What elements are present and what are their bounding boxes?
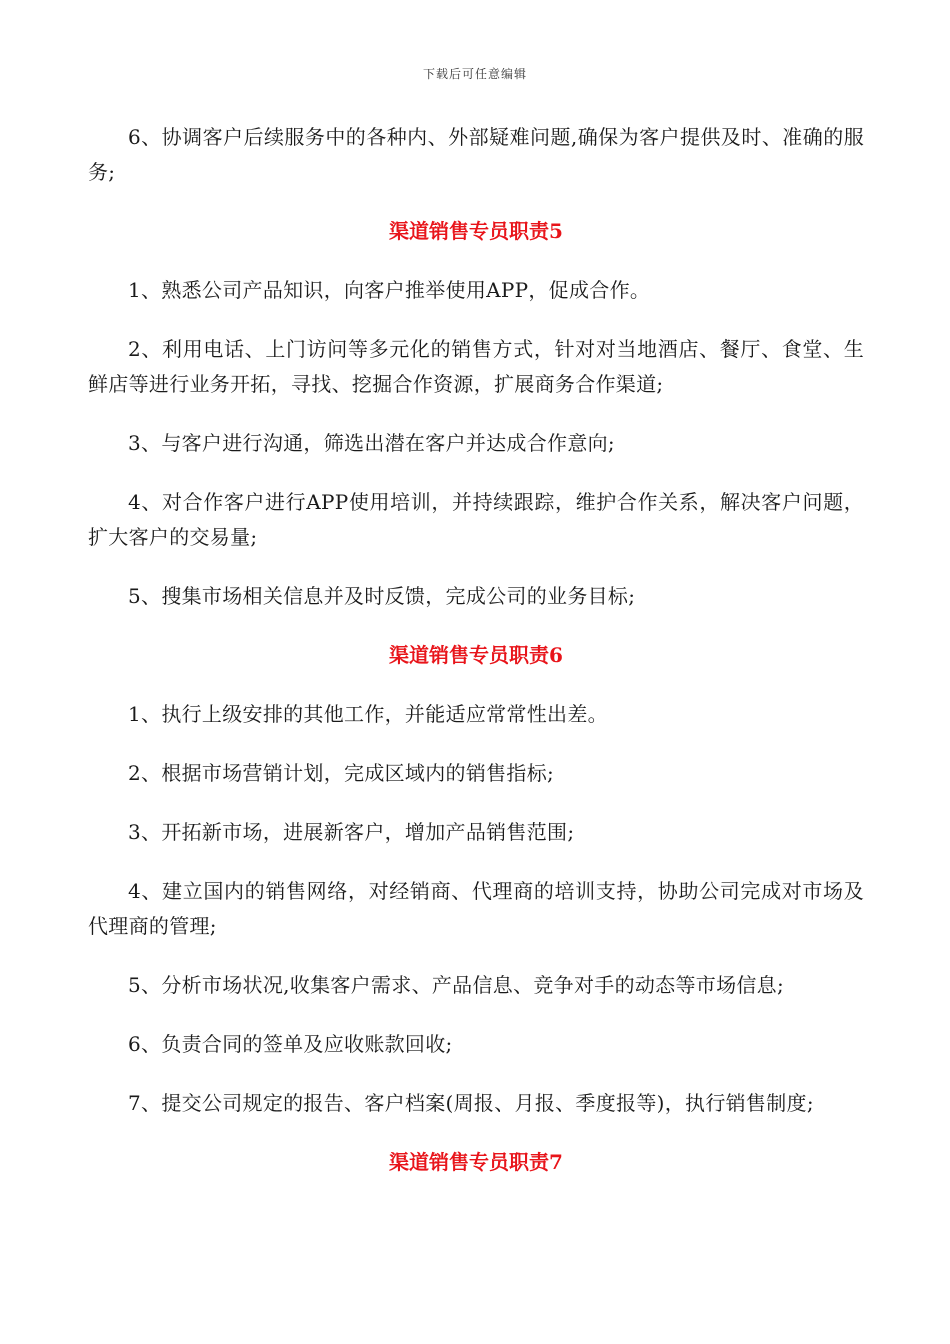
paragraph: 3、开拓新市场，进展新客户，增加产品销售范围; [128,820,575,844]
page-header-note: 下载后可任意编辑 [422,67,527,81]
paragraph: 5、分析市场状况,收集客户需求、产品信息、竞争对手的动态等市场信息; [128,973,785,997]
document-body [88,120,864,1204]
paragraph: 6、协调客户后续服务中的各种内、外部疑难问题,确保为客户提供及时、准确的服务; [88,125,864,184]
paragraph: 2、根据市场营销计划，完成区域内的销售指标; [128,761,555,785]
paragraph: 1、执行上级安排的其他工作，并能适应常常性出差。 [128,702,608,726]
paragraph: 7、提交公司规定的报告、客户档案(周报、月报、季度报等)，执行销售制度; [128,1091,814,1115]
paragraph: 1、熟悉公司产品知识，向客户推举使用APP，促成合作。 [128,278,651,302]
section-title: 渠道销售专员职责5 [389,219,563,243]
paragraph: 3、与客户进行沟通，筛选出潜在客户并达成合作意向; [128,431,615,455]
section-title: 渠道销售专员职责7 [389,1150,563,1174]
section-title: 渠道销售专员职责6 [389,643,563,667]
paragraph: 6、负责合同的签单及应收账款回收; [128,1032,453,1056]
paragraph: 4、建立国内的销售网络，对经销商、代理商的培训支持，协助公司完成对市场及代理商的管理; [88,879,864,938]
paragraph: 4、对合作客户进行APP使用培训，并持续跟踪，维护合作关系，解决客户问题，扩大客户的交易量; [88,490,864,549]
paragraph: 5、搜集市场相关信息并及时反馈，完成公司的业务目标; [128,584,636,608]
paragraph: 2、利用电话、上门访问等多元化的销售方式，针对对当地酒店、餐厅、食堂、生鲜店等进行业务开拓，寻找、挖掘合作资源，扩展商务合作渠道; [88,337,864,396]
